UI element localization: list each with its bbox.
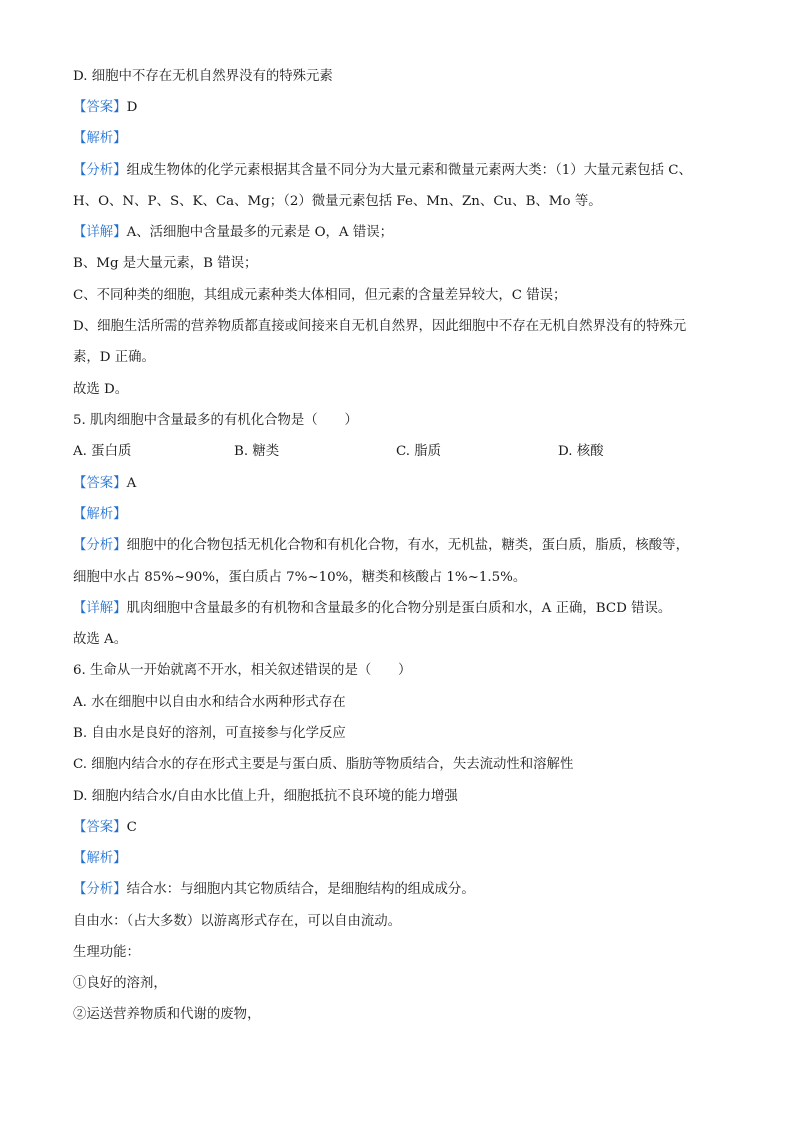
q5-fenxi-line1 bbox=[73, 537, 733, 555]
q5-option-d: D. 核酸 bbox=[558, 444, 604, 459]
answer-tag: 【答案】 bbox=[73, 100, 127, 115]
xiangjie-tag: 【详解】 bbox=[73, 601, 127, 616]
q4-xiangjie-d2: 素，D 正确。 bbox=[73, 350, 155, 365]
xiangjie-text: A、活细胞中含量最多的元素是 O，A 错误； bbox=[126, 225, 394, 240]
answer-value: C bbox=[126, 820, 137, 835]
q6-fenxi bbox=[73, 881, 733, 899]
q5-conclusion: 故选 A。 bbox=[73, 632, 128, 647]
q5-option-c: C. 脂质 bbox=[396, 444, 442, 459]
q4-answer bbox=[73, 99, 733, 117]
q4-conclusion: 故选 D。 bbox=[73, 382, 129, 397]
q6-option-d: D. 细胞内结合水/自由水比值上升，细胞抵抗不良环境的能力增强 bbox=[73, 789, 458, 804]
q4-xiangjie-b: B、Mg 是大量元素，B 错误； bbox=[73, 256, 258, 271]
q6-function-title: 生理功能： bbox=[73, 945, 140, 960]
q4-xiangjie-a bbox=[73, 224, 733, 242]
q4-fenxi-line1 bbox=[73, 162, 733, 180]
q5-answer bbox=[73, 475, 733, 493]
xiangjie-tag: 【详解】 bbox=[73, 225, 127, 240]
q6-option-b: B. 自由水是良好的溶剂，可直接参与化学反应 bbox=[73, 726, 346, 741]
answer-tag: 【答案】 bbox=[73, 476, 127, 491]
q5-fenxi-line2: 细胞中水占 85%~90%，蛋白质占 7%~10%，糖类和核酸占 1%~1.5%。 bbox=[73, 570, 527, 585]
q5-option-b: B. 糖类 bbox=[234, 444, 280, 459]
q6-function-1: ①良好的溶剂， bbox=[73, 976, 167, 991]
q4-analysis-tag: 【解析】 bbox=[73, 131, 127, 146]
q4-option-d: D. 细胞中不存在无机自然界没有的特殊元素 bbox=[73, 69, 333, 84]
q4-xiangjie-d1: D、细胞生活所需的营养物质都直接或间接来自无机自然界，因此细胞中不存在无机自然界没有的特殊元 bbox=[73, 319, 687, 334]
q5-analysis-tag: 【解析】 bbox=[73, 507, 127, 522]
q6-analysis-tag: 【解析】 bbox=[73, 851, 127, 866]
q6-free-water: 自由水：（占大多数）以游离形式存在，可以自由流动。 bbox=[73, 914, 402, 929]
fenxi-text: 结合水：与细胞内其它物质结合，是细胞结构的组成成分。 bbox=[126, 882, 475, 897]
q6-question: 6. 生命从一开始就离不开水，相关叙述错误的是（ ） bbox=[73, 663, 412, 678]
fenxi-tag: 【分析】 bbox=[73, 882, 127, 897]
fenxi-text: 组成生物体的化学元素根据其含量不同分为大量元素和微量元素两大类：（1）大量元素包括 C、 bbox=[126, 163, 692, 178]
xiangjie-text: 肌肉细胞中含量最多的有机物和含量最多的化合物分别是蛋白质和水，A 正确，BCD 错误。 bbox=[126, 601, 672, 616]
answer-value: A bbox=[126, 476, 137, 491]
answer-tag: 【答案】 bbox=[73, 820, 127, 835]
fenxi-tag: 【分析】 bbox=[73, 163, 127, 178]
q6-answer bbox=[73, 819, 733, 837]
q5-question: 5. 肌肉细胞中含量最多的有机化合物是（ ） bbox=[73, 413, 358, 428]
fenxi-text: 细胞中的化合物包括无机化合物和有机化合物，有水，无机盐，糖类，蛋白质，脂质，核酸等， bbox=[126, 538, 689, 553]
q6-option-c: C. 细胞内结合水的存在形式主要是与蛋白质、脂肪等物质结合，失去流动性和溶解性 bbox=[73, 757, 574, 772]
q5-option-a: A. 蛋白质 bbox=[73, 444, 132, 459]
q5-xiangjie bbox=[73, 600, 733, 618]
q6-option-a: A. 水在细胞中以自由水和结合水两种形式存在 bbox=[73, 695, 346, 710]
q4-fenxi-line2: H、O、N、P、S、K、Ca、Mg；（2）微量元素包括 Fe、Mn、Zn、Cu、B、Mo 等。 bbox=[73, 194, 602, 209]
fenxi-tag: 【分析】 bbox=[73, 538, 127, 553]
q6-function-2: ②运送营养物质和代谢的废物， bbox=[73, 1007, 261, 1022]
q4-xiangjie-c: C、不同种类的细胞，其组成元素种类大体相同，但元素的含量差异较大，C 错误； bbox=[73, 288, 567, 303]
answer-value: D bbox=[126, 100, 138, 115]
